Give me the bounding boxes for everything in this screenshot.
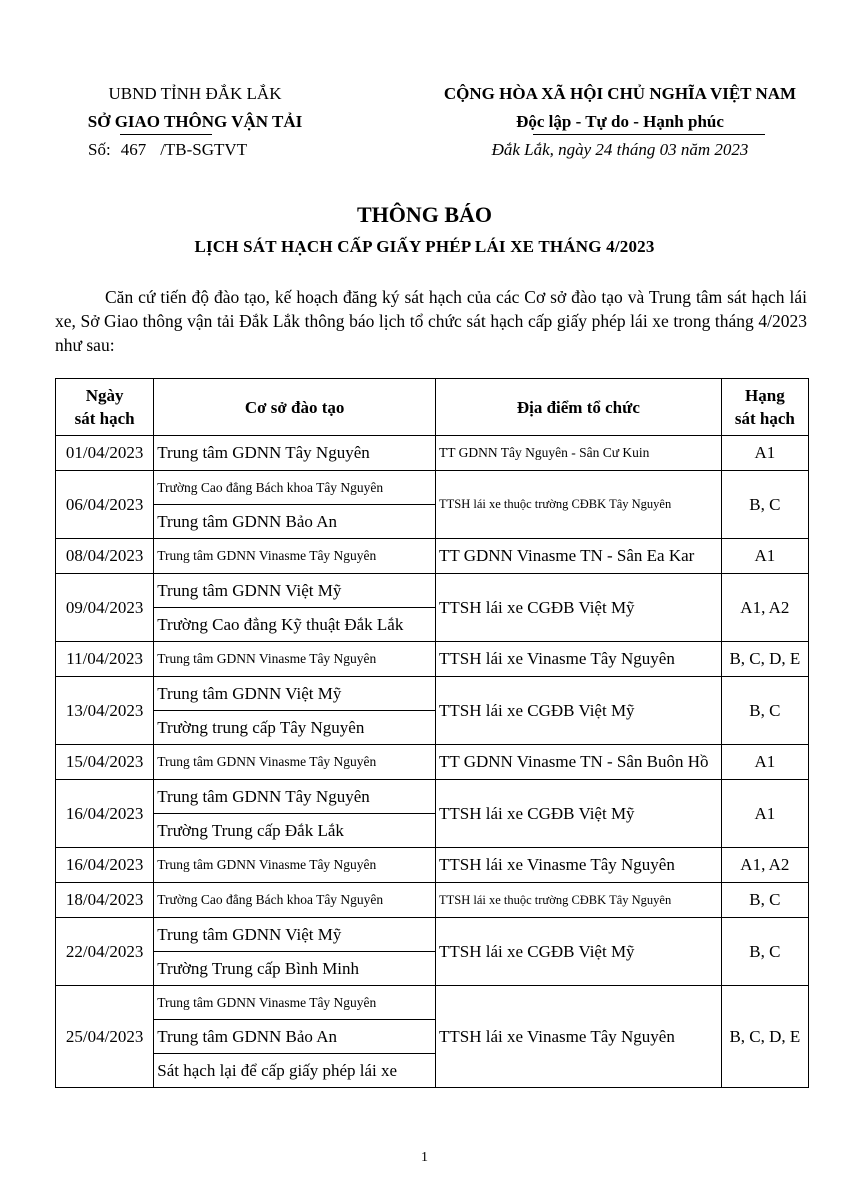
- row-facility: Trung tâm GDNN Vinasme Tây Nguyên: [154, 642, 436, 677]
- row-date: 16/04/2023: [56, 780, 154, 848]
- row-date: 13/04/2023: [56, 677, 154, 745]
- issuer-underline: [120, 134, 212, 135]
- row-class: B, C, D, E: [721, 986, 808, 1088]
- table-row: [56, 745, 809, 780]
- row-class: B, C: [721, 471, 808, 539]
- header-date: [56, 379, 154, 436]
- row-facility: Trường Cao đẳng Bách khoa Tây Nguyên: [154, 471, 436, 505]
- table-row: [56, 780, 809, 814]
- row-location: TTSH lái xe thuộc trường CĐBK Tây Nguyên: [435, 471, 721, 539]
- row-facility: Trường Cao đẳng Kỹ thuật Đắk Lắk: [154, 608, 436, 642]
- row-location: TT GDNN Tây Nguyên - Sân Cư Kuin: [435, 436, 721, 471]
- row-class: B, C: [721, 918, 808, 986]
- row-facility: Trung tâm GDNN Tây Nguyên: [154, 436, 436, 471]
- motto-underline: [533, 134, 765, 135]
- document-number-suffix: /TB-SGTVT: [160, 140, 248, 159]
- row-facility: Sát hạch lại để cấp giấy phép lái xe: [154, 1054, 436, 1088]
- row-class: A1, A2: [721, 848, 808, 883]
- row-location: TTSH lái xe CGĐB Việt Mỹ: [435, 677, 721, 745]
- table-row: [56, 848, 809, 883]
- header-date-line2: sát hạch: [74, 409, 135, 428]
- row-location: TTSH lái xe Vinasme Tây Nguyên: [435, 986, 721, 1088]
- table-row: [56, 883, 809, 918]
- intro-paragraph: Căn cứ tiến độ đào tạo, kế hoạch đăng ký sát hạch của các Cơ sở đào tạo và Trung tâm sát hạch lái xe, Sở Giao thông vận tải Đắk Lắk thông báo lịch tổ chức sát hạch cấp giấy phép lái xe trong tháng 4/2023 như sau:: [55, 287, 807, 355]
- country-name: CỘNG HÒA XÃ HỘI CHỦ NGHĨA VIỆT NAM: [443, 84, 797, 103]
- row-class: A1: [721, 436, 808, 471]
- table-row: [56, 986, 809, 1020]
- row-date: 08/04/2023: [56, 539, 154, 574]
- row-class: A1: [721, 780, 808, 848]
- row-class: B, C, D, E: [721, 642, 808, 677]
- row-location: TT GDNN Vinasme TN - Sân Buôn Hồ: [435, 745, 721, 780]
- row-class: A1: [721, 539, 808, 574]
- row-facility: Trường Cao đẳng Bách khoa Tây Nguyên: [154, 883, 436, 918]
- issuer-province: UBND TỈNH ĐẮK LẮK: [108, 84, 282, 103]
- header-class: [721, 379, 808, 436]
- row-facility: Trung tâm GDNN Vinasme Tây Nguyên: [154, 986, 436, 1020]
- row-location: TT GDNN Vinasme TN - Sân Ea Kar: [435, 539, 721, 574]
- national-motto: Độc lập - Tự do - Hạnh phúc: [516, 112, 724, 131]
- header-class-line1: Hạng: [745, 386, 785, 405]
- row-location: TTSH lái xe Vinasme Tây Nguyên: [435, 848, 721, 883]
- row-date: 01/04/2023: [56, 436, 154, 471]
- table-row: [56, 539, 809, 574]
- row-facility: Trung tâm GDNN Việt Mỹ: [154, 677, 436, 711]
- table-row: [56, 918, 809, 952]
- table-row: [56, 677, 809, 711]
- document-number-label: Số:: [88, 140, 111, 159]
- row-facility: Trung tâm GDNN Bảo An: [154, 1020, 436, 1054]
- table-header-row: [56, 379, 809, 436]
- row-facility: Trường Trung cấp Đắk Lắk: [154, 814, 436, 848]
- row-facility: Trung tâm GDNN Vinasme Tây Nguyên: [154, 539, 436, 574]
- issuer-department: SỞ GIAO THÔNG VẬN TẢI: [87, 112, 303, 131]
- row-date: 11/04/2023: [56, 642, 154, 677]
- row-facility: Trung tâm GDNN Việt Mỹ: [154, 574, 436, 608]
- row-facility: Trường Trung cấp Bình Minh: [154, 952, 436, 986]
- issuer-block: [60, 80, 330, 164]
- row-date: 22/04/2023: [56, 918, 154, 986]
- row-facility: Trung tâm GDNN Vinasme Tây Nguyên: [154, 848, 436, 883]
- row-date: 06/04/2023: [56, 471, 154, 539]
- row-facility: Trung tâm GDNN Tây Nguyên: [154, 780, 436, 814]
- table-row: [56, 642, 809, 677]
- row-class: B, C: [721, 883, 808, 918]
- place-date: Đắk Lắk, ngày 24 tháng 03 năm 2023: [491, 140, 749, 159]
- document-title: THÔNG BÁO: [356, 202, 493, 227]
- row-location: TTSH lái xe Vinasme Tây Nguyên: [435, 642, 721, 677]
- header-location: Địa điểm tổ chức: [435, 379, 721, 436]
- row-location: TTSH lái xe CGĐB Việt Mỹ: [435, 918, 721, 986]
- row-facility: Trung tâm GDNN Vinasme Tây Nguyên: [154, 745, 436, 780]
- row-location: TTSH lái xe CGĐB Việt Mỹ: [435, 574, 721, 642]
- row-class: A1, A2: [721, 574, 808, 642]
- document-number: [60, 136, 330, 164]
- table-row: [56, 471, 809, 505]
- row-location: TTSH lái xe thuộc trường CĐBK Tây Nguyên: [435, 883, 721, 918]
- page-number: 1: [421, 1150, 428, 1165]
- table-row: [56, 436, 809, 471]
- header-facility: Cơ sở đào tạo: [154, 379, 436, 436]
- document-subtitle: LỊCH SÁT HẠCH CẤP GIẤY PHÉP LÁI XE THÁNG 4/2023: [194, 237, 655, 256]
- row-class: A1: [721, 745, 808, 780]
- row-location: TTSH lái xe CGĐB Việt Mỹ: [435, 780, 721, 848]
- row-facility: Trường trung cấp Tây Nguyên: [154, 711, 436, 745]
- header-date-line1: Ngày: [85, 386, 124, 405]
- document-number-value: 467: [120, 140, 147, 159]
- row-facility: Trung tâm GDNN Bảo An: [154, 505, 436, 539]
- national-motto-block: [420, 80, 820, 164]
- row-date: 25/04/2023: [56, 986, 154, 1088]
- header-class-line2: sát hạch: [734, 409, 795, 428]
- row-class: B, C: [721, 677, 808, 745]
- schedule-table: [55, 378, 809, 1088]
- row-facility: Trung tâm GDNN Việt Mỹ: [154, 918, 436, 952]
- row-date: 15/04/2023: [56, 745, 154, 780]
- row-date: 18/04/2023: [56, 883, 154, 918]
- table-row: [56, 574, 809, 608]
- row-date: 09/04/2023: [56, 574, 154, 642]
- row-date: 16/04/2023: [56, 848, 154, 883]
